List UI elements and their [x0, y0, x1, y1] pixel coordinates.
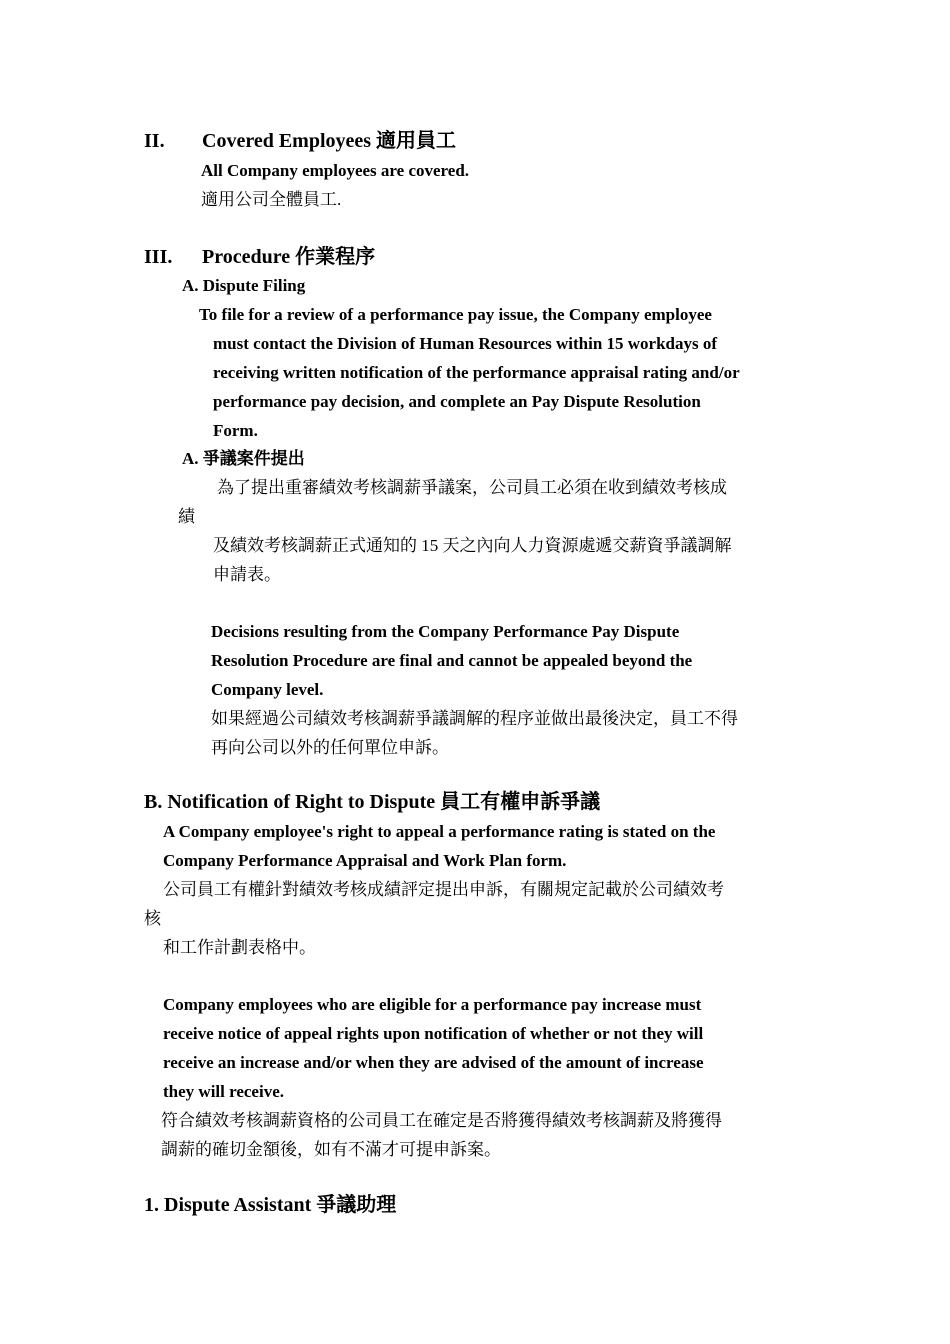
- section-ii-number: II.: [144, 130, 165, 152]
- right-zh-line: 公司員工有權針對績效考核成績評定提出申訴，有關規定記載於公司績效考: [163, 880, 724, 899]
- decision-zh-line: 如果經過公司績效考核調薪爭議調解的程序並做出最後決定，員工不得: [211, 709, 738, 728]
- section-ii-heading: [144, 126, 456, 156]
- dispute-filing-zh-line: 績: [178, 507, 195, 526]
- dispute-filing-line: must contact the Division of Human Resources within 15 workdays of: [213, 334, 718, 353]
- dispute-filing-line: performance pay decision, and complete an Pay Dispute Resolution: [213, 392, 701, 411]
- section-iii-number: III.: [144, 246, 173, 268]
- section-ii-en: All Company employees are covered.: [201, 161, 470, 180]
- section-ii-zh: 適用公司全體員工.: [201, 190, 342, 209]
- eligible-en-line: receive an increase and/or when they are advised of the amount of increase: [163, 1053, 704, 1072]
- eligible-en-line: Company employees who are eligible for a performance pay increase must: [163, 995, 702, 1014]
- eligible-zh-line: 調薪的確切金額後，如有不滿才可提申訴案。: [161, 1140, 501, 1159]
- right-zh-line: 和工作計劃表格中。: [163, 938, 316, 957]
- dispute-filing-heading: A. Dispute Filing: [182, 276, 306, 295]
- section-iii-heading: [144, 242, 375, 272]
- eligible-en-line: receive notice of appeal rights upon notification of whether or not they will: [163, 1024, 704, 1043]
- section-ii-title: Covered Employees 適用員工: [202, 130, 457, 152]
- dispute-filing-zh-line: 為了提出重審績效考核調薪爭議案，公司員工必須在收到績效考核成: [217, 478, 727, 497]
- decision-en-line: Company level.: [211, 680, 324, 699]
- right-en-line: A Company employee's right to appeal a performance rating is stated on the: [163, 822, 716, 841]
- section-1-heading: 1. Dispute Assistant 爭議助理: [144, 1194, 397, 1216]
- dispute-filing-line: receiving written notification of the performance appraisal rating and/or: [213, 363, 740, 382]
- section-b-heading: B. Notification of Right to Dispute 員工有權申訴爭議: [144, 791, 601, 813]
- dispute-filing-line: To file for a review of a performance pay issue, the Company employee: [199, 305, 712, 324]
- decision-en-line: Decisions resulting from the Company Performance Pay Dispute: [211, 622, 680, 641]
- dispute-filing-zh-line: 及績效考核調薪正式通知的 15 天之內向人力資源處遞交薪資爭議調解: [213, 536, 732, 555]
- eligible-zh-line: 符合績效考核調薪資格的公司員工在確定是否將獲得績效考核調薪及將獲得: [161, 1111, 722, 1130]
- section-iii-title: Procedure 作業程序: [202, 246, 376, 268]
- dispute-filing-zh-heading: A. 爭議案件提出: [182, 449, 305, 468]
- dispute-filing-line: Form.: [213, 421, 258, 440]
- dispute-filing-zh-line: 申請表。: [213, 565, 281, 584]
- right-en-line: Company Performance Appraisal and Work Plan form.: [163, 851, 567, 870]
- eligible-en-line: they will receive.: [163, 1082, 285, 1101]
- decision-en-line: Resolution Procedure are final and cannot be appealed beyond the: [211, 651, 693, 670]
- decision-zh-line: 再向公司以外的任何單位申訴。: [211, 738, 449, 757]
- right-zh-line: 核: [144, 909, 161, 928]
